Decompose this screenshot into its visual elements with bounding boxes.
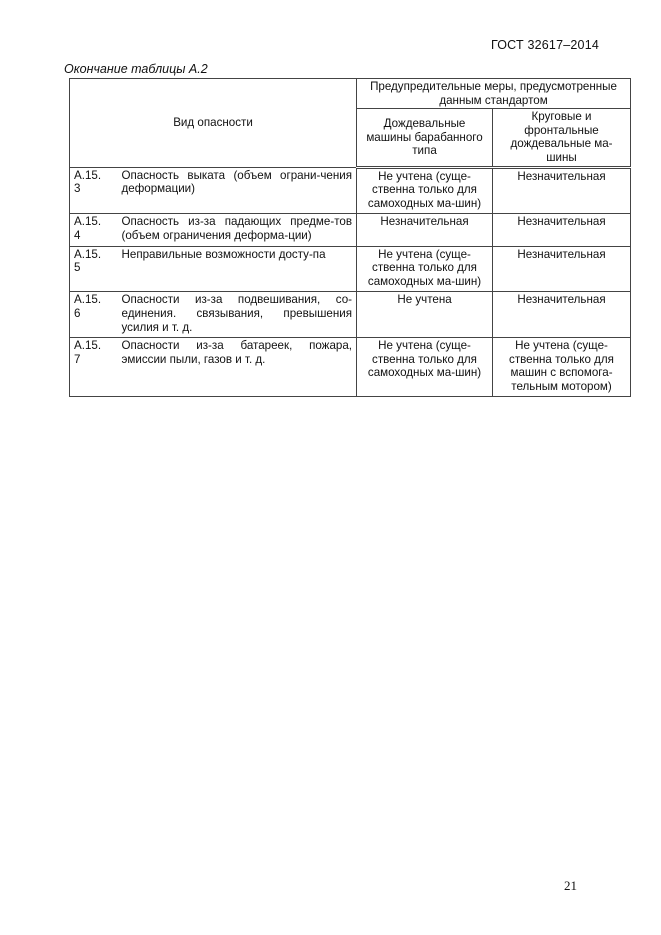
table-caption: Окончание таблицы А.2 <box>64 62 208 76</box>
measure-circular: Незначительная <box>493 292 631 338</box>
hazards-table <box>69 78 631 397</box>
hazard-description: Опасность из-за падающих предме-тов (объем ограничения деформа-ции) <box>118 214 357 246</box>
measure-drum: Незначительная <box>357 214 493 246</box>
measure-drum: Не учтена (суще-ственна только для самоходных ма-шин) <box>357 338 493 397</box>
measure-circular: Не учтена (суще-ственна только для машин с вспомога-тельным мотором) <box>493 338 631 397</box>
table-row <box>70 338 631 397</box>
hazard-code: А.15. 3 <box>70 167 118 214</box>
hazard-description: Опасности из-за батареек, пожара, эмиссии пыли, газов и т. д. <box>118 338 357 397</box>
table-row <box>70 214 631 246</box>
measure-drum: Не учтена <box>357 292 493 338</box>
table-row <box>70 167 631 214</box>
hazard-code: А.15. 7 <box>70 338 118 397</box>
hazard-description: Опасности из-за подвешивания, со-единения. связывания, превышения усилия и т. д. <box>118 292 357 338</box>
hazard-code: А.15. 6 <box>70 292 118 338</box>
measure-circular: Незначительная <box>493 214 631 246</box>
measure-drum: Не учтена (суще-ственна только для самоходных ма-шин) <box>357 246 493 292</box>
measure-circular: Незначительная <box>493 246 631 292</box>
column-header-drum-machines: Дождевальные машины барабанного типа <box>357 109 493 167</box>
hazard-description: Неправильные возможности досту-па <box>118 246 357 292</box>
measure-drum: Не учтена (суще-ственна только для самоходных ма-шин) <box>357 167 493 214</box>
table-row <box>70 292 631 338</box>
hazard-code: А.15. 5 <box>70 246 118 292</box>
column-header-hazard-type: Вид опасности <box>70 79 357 168</box>
hazard-code: А.15. 4 <box>70 214 118 246</box>
page-number: 21 <box>564 878 577 893</box>
table-header-row <box>70 79 631 109</box>
table-row <box>70 246 631 292</box>
hazard-description: Опасность выката (объем ограни-чения деформации) <box>118 167 357 214</box>
column-header-circular-frontal-machines: Круговые и фронтальные дождевальные ма-шины <box>493 109 631 167</box>
document-standard-header: ГОСТ 32617–2014 <box>490 38 599 52</box>
measure-circular: Незначительная <box>493 167 631 214</box>
column-header-preventive-measures: Предупредительные меры, предусмотренные данным стандартом <box>357 79 631 109</box>
